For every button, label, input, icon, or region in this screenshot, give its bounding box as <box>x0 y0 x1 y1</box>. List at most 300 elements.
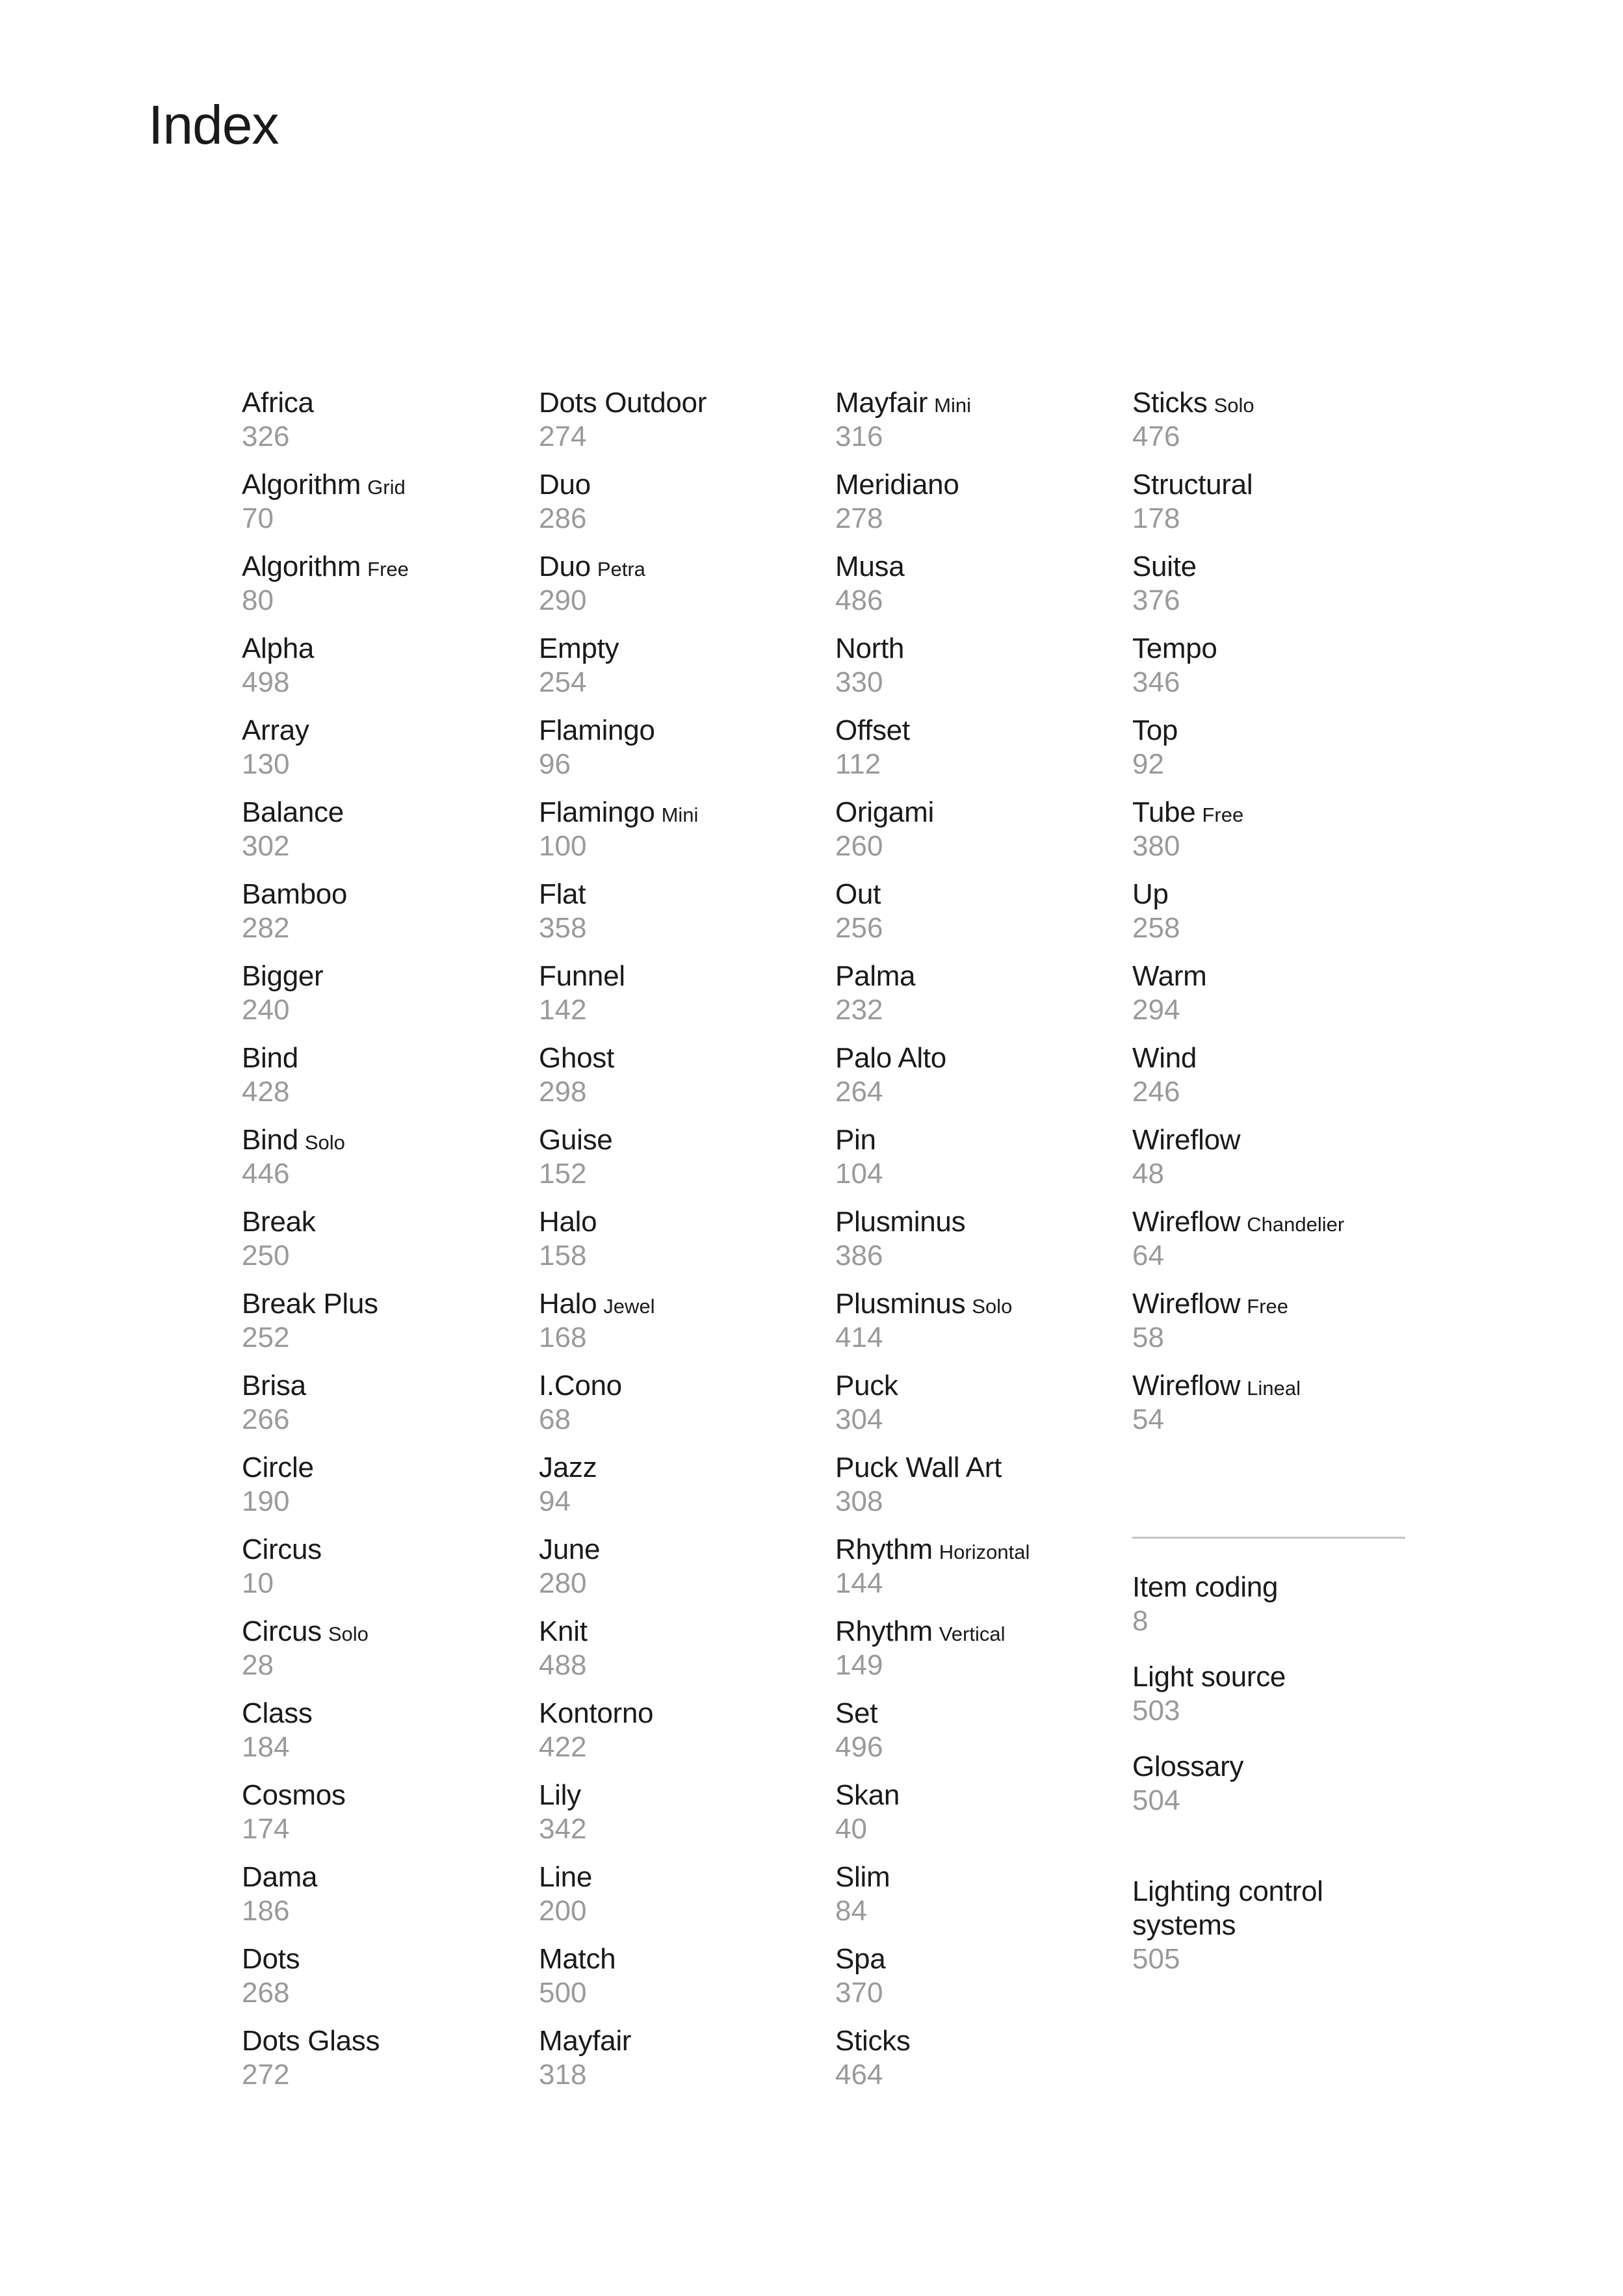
entry-title <box>539 1615 825 1649</box>
entry-page-number: 94 <box>539 1485 571 1517</box>
extra-name: Lighting control systems <box>1132 1875 1323 1941</box>
entry-page-number: 246 <box>1132 1075 1180 1108</box>
entry-name: Warm <box>1132 960 1207 992</box>
entry-name: Plusminus <box>835 1206 966 1238</box>
index-entry[interactable] <box>539 1205 825 1287</box>
index-entry[interactable] <box>835 1533 1121 1615</box>
entry-name: Alpha <box>242 633 315 664</box>
entry-title <box>539 1123 825 1157</box>
entry-name: Spa <box>835 1943 886 1975</box>
entry-page-number: 422 <box>539 1730 587 1763</box>
index-entry[interactable] <box>539 1287 825 1369</box>
index-entry[interactable] <box>242 1041 528 1123</box>
entry-page-number: 28 <box>242 1649 274 1681</box>
entry-subtitle: Chandelier <box>1247 1213 1345 1236</box>
entry-name: Pin <box>835 1124 876 1156</box>
entry-page-number: 294 <box>1132 993 1180 1026</box>
entry-title <box>1132 714 1418 748</box>
index-entry[interactable] <box>1132 1041 1418 1123</box>
entry-name: Flamingo <box>539 796 655 828</box>
entry-page-number: 278 <box>835 502 883 534</box>
index-entry[interactable] <box>242 1779 528 1860</box>
entry-page-number: 428 <box>242 1075 290 1108</box>
entry-subtitle: Mini <box>934 394 971 417</box>
entry-title <box>242 714 528 748</box>
entry-page-number: 92 <box>1132 748 1164 780</box>
entry-page-number: 250 <box>242 1239 290 1272</box>
entry-title <box>835 2024 1121 2058</box>
entry-name: Empty <box>539 633 619 664</box>
entry-page-number: 96 <box>539 748 571 780</box>
entry-name: Tempo <box>1132 633 1217 664</box>
entry-title <box>835 550 1121 584</box>
entry-title <box>1132 1123 1418 1157</box>
index-entry[interactable] <box>539 1369 825 1451</box>
entry-name: Dots Outdoor <box>539 387 707 419</box>
index-entry[interactable] <box>835 1942 1121 2024</box>
entry-page-number: 100 <box>539 829 587 862</box>
entry-name: Balance <box>242 796 344 828</box>
entry-title <box>539 1041 825 1075</box>
entry-title <box>539 632 825 666</box>
entry-name: Wireflow <box>1132 1206 1241 1238</box>
entry-page-number: 200 <box>539 1894 587 1927</box>
entry-name: Algorithm <box>242 469 361 501</box>
index-entry[interactable] <box>242 2024 528 2106</box>
entry-page-number: 290 <box>539 584 587 616</box>
entry-page-number: 232 <box>835 993 883 1026</box>
index-entry[interactable] <box>539 2024 825 2106</box>
entry-name: Bamboo <box>242 878 348 910</box>
entry-page-number: 174 <box>242 1812 290 1845</box>
entry-name: Lily <box>539 1779 581 1811</box>
entry-page-number: 308 <box>835 1485 883 1517</box>
index-entry[interactable] <box>835 1860 1121 1942</box>
entry-title <box>242 1779 528 1812</box>
entry-page-number: 58 <box>1132 1321 1164 1353</box>
entry-page-number: 274 <box>539 420 587 452</box>
entry-title <box>835 1287 1121 1321</box>
entry-title <box>835 959 1121 993</box>
index-entry[interactable] <box>539 632 825 714</box>
index-entry[interactable] <box>835 1615 1121 1697</box>
entry-name: Rhythm <box>835 1533 933 1565</box>
entry-title <box>242 1697 528 1730</box>
entry-page-number: 112 <box>835 748 881 780</box>
entry-page-number: 104 <box>835 1157 883 1190</box>
index-entry[interactable] <box>539 878 825 959</box>
entry-title <box>539 1533 825 1567</box>
index-entry[interactable] <box>242 1205 528 1287</box>
entry-name: Flat <box>539 878 586 910</box>
entry-title <box>835 1369 1121 1403</box>
index-entry[interactable] <box>1132 1287 1418 1369</box>
entry-name: Origami <box>835 796 934 828</box>
entry-name: Dama <box>242 1861 318 1893</box>
index-entry[interactable] <box>539 1942 825 2024</box>
entry-page-number: 158 <box>539 1239 587 1272</box>
entry-name: I.Cono <box>539 1370 622 1402</box>
index-entry[interactable] <box>242 1369 528 1451</box>
entry-page-number: 254 <box>539 666 587 698</box>
entry-name: Funnel <box>539 960 625 992</box>
entry-name: Tube <box>1132 796 1196 828</box>
entry-name: Cosmos <box>242 1779 346 1811</box>
index-entry[interactable] <box>835 632 1121 714</box>
index-entry[interactable] <box>539 468 825 550</box>
entry-name: Halo <box>539 1206 597 1238</box>
entry-subtitle: Vertical <box>939 1623 1006 1645</box>
index-entry[interactable] <box>242 386 528 468</box>
entry-title <box>539 1369 825 1403</box>
entry-subtitle: Mini <box>661 803 699 826</box>
entry-title <box>835 632 1121 666</box>
entry-page-number: 40 <box>835 1812 867 1845</box>
entry-page-number: 260 <box>835 829 883 862</box>
index-entry[interactable] <box>835 959 1121 1041</box>
index-column-2 <box>539 386 825 2106</box>
entry-page-number: 286 <box>539 502 587 534</box>
entry-page-number: 264 <box>835 1075 883 1108</box>
entry-name: Dots <box>242 1943 300 1975</box>
entry-page-number: 186 <box>242 1894 290 1927</box>
entry-name: Wireflow <box>1132 1370 1241 1402</box>
entry-name: Circus <box>242 1615 322 1647</box>
entry-name: Musa <box>835 551 905 582</box>
entry-name: Duo <box>539 551 591 582</box>
entry-page-number: 342 <box>539 1812 587 1845</box>
index-extra-lighting-control-systems[interactable] <box>1132 1875 1418 1976</box>
entry-name: Wind <box>1132 1042 1197 1074</box>
index-entry[interactable] <box>1132 468 1418 550</box>
entry-title <box>242 1860 528 1894</box>
entry-page-number: 330 <box>835 666 883 698</box>
entry-page-number: 266 <box>242 1403 290 1435</box>
entry-title <box>242 468 528 502</box>
entry-page-number: 10 <box>242 1567 274 1599</box>
index-entry[interactable] <box>242 796 528 878</box>
entry-title <box>242 959 528 993</box>
index-entry[interactable] <box>242 1123 528 1205</box>
entry-page-number: 386 <box>835 1239 883 1272</box>
entry-name: Palo Alto <box>835 1042 946 1074</box>
entry-title <box>242 2024 528 2058</box>
index-entry[interactable] <box>1132 632 1418 714</box>
entry-subtitle: Grid <box>367 476 406 499</box>
index-entry[interactable] <box>835 1041 1121 1123</box>
index-entry[interactable] <box>1132 878 1418 959</box>
entry-title <box>1132 1205 1418 1239</box>
entry-page-number: 142 <box>539 993 587 1026</box>
entry-title <box>1132 550 1418 584</box>
entry-page-number: 48 <box>1132 1157 1164 1190</box>
entry-name: Offset <box>835 714 910 746</box>
entry-name: Structural <box>1132 469 1253 501</box>
entry-page-number: 184 <box>242 1730 290 1763</box>
entry-subtitle: Solo <box>972 1295 1013 1318</box>
entry-page-number: 298 <box>539 1075 587 1108</box>
entry-name: Guise <box>539 1124 613 1156</box>
entry-title <box>1132 959 1418 993</box>
entry-title <box>242 1041 528 1075</box>
entry-name: Rhythm <box>835 1615 933 1647</box>
entry-title <box>835 714 1121 748</box>
entry-name: Bigger <box>242 960 324 992</box>
index-entry[interactable] <box>835 550 1121 632</box>
entry-title <box>1132 468 1418 502</box>
entry-name: Break <box>242 1206 316 1238</box>
entry-name: Circus <box>242 1533 322 1565</box>
entry-title <box>835 1697 1121 1730</box>
entry-title <box>539 468 825 502</box>
entry-name: Duo <box>539 469 591 501</box>
entry-subtitle: Horizontal <box>939 1541 1030 1563</box>
extra-name: Light source <box>1132 1661 1286 1693</box>
entry-title <box>835 1615 1121 1649</box>
index-entry[interactable] <box>242 1451 528 1533</box>
index-entry[interactable] <box>1132 1123 1418 1205</box>
entry-page-number: 168 <box>539 1321 587 1353</box>
index-entry[interactable] <box>242 550 528 632</box>
entry-title <box>835 1041 1121 1075</box>
index-extra-item-coding[interactable] <box>1132 1571 1418 1638</box>
entry-page-number: 144 <box>835 1567 883 1599</box>
entry-title <box>539 878 825 911</box>
index-entry[interactable] <box>539 1615 825 1697</box>
entry-title <box>539 1779 825 1812</box>
entry-page-number: 318 <box>539 2058 587 2091</box>
entry-title <box>242 1369 528 1403</box>
entry-page-number: 84 <box>835 1894 867 1927</box>
index-entry[interactable] <box>835 1369 1121 1451</box>
entry-title <box>539 959 825 993</box>
entry-title <box>835 1123 1121 1157</box>
entry-name: Meridiano <box>835 469 959 501</box>
entry-page-number: 498 <box>242 666 290 698</box>
entry-name: Break Plus <box>242 1288 378 1320</box>
index-entry[interactable] <box>242 632 528 714</box>
entry-subtitle: Free <box>367 558 409 581</box>
entry-subtitle: Free <box>1247 1295 1289 1318</box>
index-entry[interactable] <box>539 550 825 632</box>
entry-name: June <box>539 1533 601 1565</box>
index-entry[interactable] <box>539 714 825 796</box>
entry-page-number: 346 <box>1132 666 1180 698</box>
entry-title <box>539 1860 825 1894</box>
index-entry[interactable] <box>539 1123 825 1205</box>
entry-name: Halo <box>539 1288 597 1320</box>
entry-title <box>835 468 1121 502</box>
index-entry[interactable] <box>835 878 1121 959</box>
extra-name: Glossary <box>1132 1751 1244 1782</box>
entry-subtitle: Petra <box>597 558 645 581</box>
entry-title <box>1132 796 1418 829</box>
index-entry[interactable] <box>835 796 1121 878</box>
entry-page-number: 268 <box>242 1976 290 2009</box>
entry-title <box>1132 1041 1418 1075</box>
entry-page-number: 64 <box>1132 1239 1164 1272</box>
entry-page-number: 258 <box>1132 911 1180 944</box>
entry-name: Mayfair <box>539 2025 632 2057</box>
index-entry[interactable] <box>835 1123 1121 1205</box>
entry-page-number: 304 <box>835 1403 883 1435</box>
index-extra-glossary[interactable] <box>1132 1750 1418 1818</box>
index-entry[interactable] <box>1132 1369 1418 1451</box>
index-entry[interactable] <box>835 1697 1121 1779</box>
entry-page-number: 486 <box>835 584 883 616</box>
entry-name: Class <box>242 1697 313 1729</box>
index-entry[interactable] <box>539 1533 825 1615</box>
index-entry[interactable] <box>1132 550 1418 632</box>
entry-title <box>835 878 1121 911</box>
entry-page-number: 370 <box>835 1976 883 2009</box>
index-entry[interactable] <box>1132 386 1418 468</box>
extra-page-number: 504 <box>1132 1784 1180 1816</box>
index-entry[interactable] <box>539 1697 825 1779</box>
entry-title <box>242 1287 528 1321</box>
entry-page-number: 280 <box>539 1567 587 1599</box>
entry-title <box>539 1287 825 1321</box>
entry-title <box>1132 1369 1418 1403</box>
entry-page-number: 240 <box>242 993 290 1026</box>
index-extra-light-source[interactable] <box>1132 1660 1418 1728</box>
entry-title <box>835 1860 1121 1894</box>
index-entry[interactable] <box>539 1779 825 1860</box>
entry-name: Ghost <box>539 1042 614 1074</box>
index-column-4 <box>1132 386 1418 1451</box>
entry-page-number: 282 <box>242 911 290 944</box>
entry-name: Palma <box>835 960 916 992</box>
entry-title <box>242 386 528 420</box>
entry-title <box>539 2024 825 2058</box>
index-entry[interactable] <box>539 959 825 1041</box>
entry-title <box>242 632 528 666</box>
entry-title <box>539 1451 825 1485</box>
entry-name: Array <box>242 714 309 746</box>
entry-name: Sticks <box>1132 387 1208 419</box>
entry-title <box>1132 386 1418 420</box>
entry-page-number: 152 <box>539 1157 587 1190</box>
index-entry[interactable] <box>242 878 528 959</box>
index-entry[interactable] <box>539 1041 825 1123</box>
entry-subtitle: Solo <box>328 1623 369 1645</box>
index-entry[interactable] <box>1132 959 1418 1041</box>
entry-name: Top <box>1132 714 1178 746</box>
index-entry[interactable] <box>539 796 825 878</box>
entry-name: Dots Glass <box>242 2025 380 2057</box>
index-entry[interactable] <box>242 1697 528 1779</box>
entry-page-number: 70 <box>242 502 274 534</box>
entry-title <box>242 796 528 829</box>
entry-page-number: 130 <box>242 748 290 780</box>
entry-title <box>835 1942 1121 1976</box>
index-entry[interactable] <box>242 1287 528 1369</box>
index-entry[interactable] <box>242 1860 528 1942</box>
entry-name: Puck Wall Art <box>835 1452 1002 1483</box>
entry-name: Circle <box>242 1452 314 1483</box>
entry-page-number: 272 <box>242 2058 290 2091</box>
index-entry[interactable] <box>835 1287 1121 1369</box>
index-entry[interactable] <box>242 959 528 1041</box>
entry-name: Suite <box>1132 551 1197 582</box>
entry-page-number: 54 <box>1132 1403 1164 1435</box>
entry-page-number: 68 <box>539 1403 571 1435</box>
entry-name: Match <box>539 1943 616 1975</box>
index-entry[interactable] <box>835 1205 1121 1287</box>
index-entry[interactable] <box>1132 1205 1418 1287</box>
entry-name: Wireflow <box>1132 1288 1241 1320</box>
entry-page-number: 80 <box>242 584 274 616</box>
entry-title <box>242 1451 528 1485</box>
entry-name: Kontorno <box>539 1697 654 1729</box>
index-entry[interactable] <box>242 1942 528 2024</box>
entry-name: Line <box>539 1861 592 1893</box>
entry-name: Wireflow <box>1132 1124 1241 1156</box>
index-entry[interactable] <box>242 714 528 796</box>
index-entry[interactable] <box>835 714 1121 796</box>
entry-title <box>539 1942 825 1976</box>
entry-name: Algorithm <box>242 551 361 582</box>
entry-title <box>242 878 528 911</box>
index-entry[interactable] <box>835 468 1121 550</box>
entry-title <box>242 1942 528 1976</box>
entry-title <box>539 714 825 748</box>
entry-page-number: 464 <box>835 2058 883 2091</box>
extra-page-number: 503 <box>1132 1694 1180 1727</box>
entry-title <box>242 1533 528 1567</box>
index-entry[interactable] <box>242 468 528 550</box>
entry-name: Sticks <box>835 2025 911 2057</box>
entry-title <box>539 796 825 829</box>
entry-page-number: 302 <box>242 829 290 862</box>
extra-page-number: 505 <box>1132 1942 1180 1975</box>
entry-name: Africa <box>242 387 314 419</box>
index-entry[interactable] <box>539 386 825 468</box>
entry-page-number: 414 <box>835 1321 883 1353</box>
entry-title <box>242 550 528 584</box>
entry-title <box>242 1615 528 1649</box>
entry-page-number: 358 <box>539 911 587 944</box>
index-entry[interactable] <box>835 2024 1121 2106</box>
index-entry[interactable] <box>1132 714 1418 796</box>
entry-subtitle: Free <box>1202 803 1244 826</box>
index-entry[interactable] <box>835 386 1121 468</box>
index-entry[interactable] <box>1132 796 1418 878</box>
entry-page-number: 252 <box>242 1321 290 1353</box>
entry-name: Mayfair <box>835 387 928 419</box>
entry-name: Jazz <box>539 1452 597 1483</box>
index-entry[interactable] <box>539 1451 825 1533</box>
entry-page-number: 488 <box>539 1649 587 1681</box>
index-entry[interactable] <box>835 1451 1121 1533</box>
entry-name: North <box>835 633 905 664</box>
entry-name: Up <box>1132 878 1169 910</box>
entry-title <box>835 386 1121 420</box>
index-entry[interactable] <box>242 1615 528 1697</box>
entry-page-number: 380 <box>1132 829 1180 862</box>
entry-subtitle: Solo <box>1214 394 1254 417</box>
entry-title <box>539 386 825 420</box>
entry-page-number: 500 <box>539 1976 587 2009</box>
index-entry[interactable] <box>539 1860 825 1942</box>
index-entry[interactable] <box>835 1779 1121 1860</box>
entry-page-number: 256 <box>835 911 883 944</box>
entry-title <box>835 1205 1121 1239</box>
entry-title <box>1132 632 1418 666</box>
index-entry[interactable] <box>242 1533 528 1615</box>
index-column-3 <box>835 386 1121 2106</box>
entry-name: Brisa <box>242 1370 306 1402</box>
